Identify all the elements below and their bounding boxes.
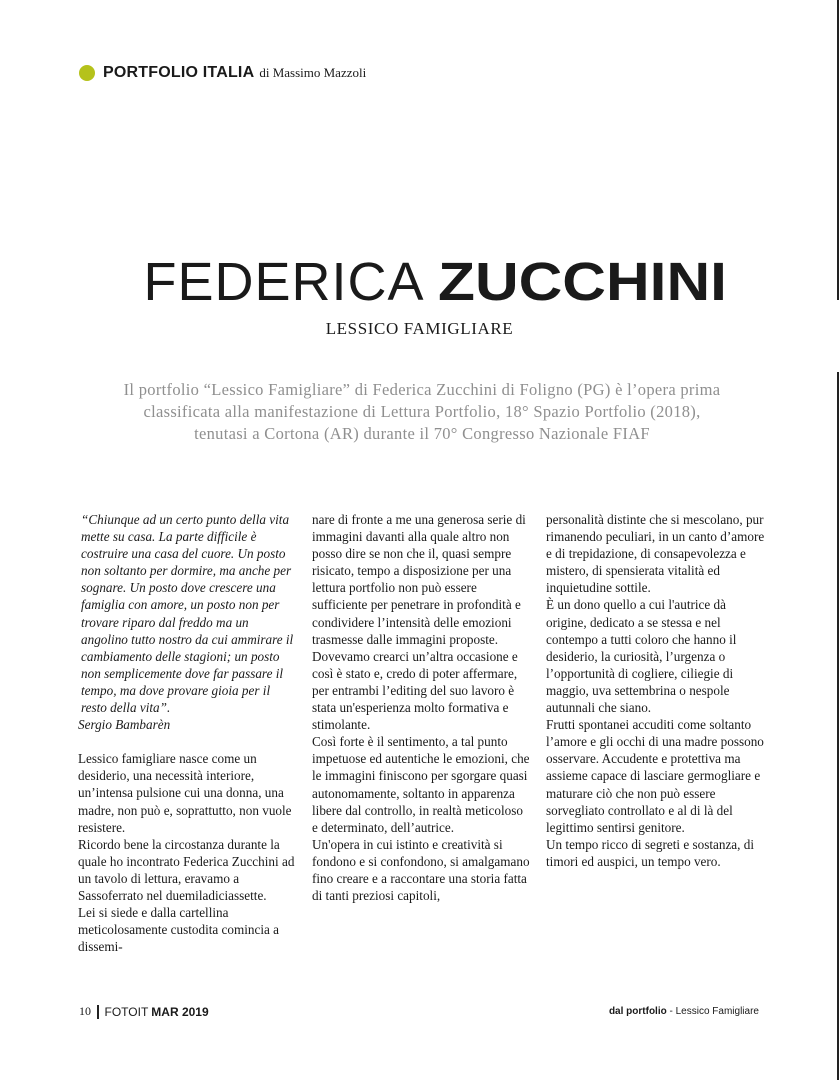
section-byline: di Massimo Mazzoli xyxy=(259,65,367,80)
body-paragraph: È un dono quello a cui l'autrice dà origine, dedicato a se stessa e nel contempo a tutti coloro che hanno il desiderio, la curiosità, l’urgenza o l’opportunità di cogliere, ciliegie di maggio, uva settembrina o nespole autunnali che siano. xyxy=(546,597,737,716)
epigraph-author: Sergio Bambarèn xyxy=(78,717,171,733)
body-paragraph: personalità distinte che si mescolano, pur rimanendo peculiari, in un canto d’amore e di trepidazione, di consapevolezza e mistero, di spensierata vitalità ed inquietudine sottile. xyxy=(546,512,765,596)
intro-paragraph xyxy=(72,379,772,445)
footer-divider xyxy=(97,1005,99,1019)
running-head-section: dal portfolio xyxy=(608,1006,667,1017)
intro-line: tenutasi a Cortona (AR) durante il 70° Congresso Nazionale FIAF xyxy=(194,424,650,443)
body-paragraph: Ricordo bene la circostanza durante la quale ho incontrato Federica Zucchini ad un tavolo di lettura, eravamo a Sassoferrato nel duemiladiciassette. xyxy=(78,836,295,903)
article-title xyxy=(0,250,839,314)
body-paragraph: nare di fronte a me una generosa serie di immagini davanti alla quale altro non posso dire se non che il, quasi sempre risicato, tempo a disposizione per una lettura portfolio non può essere sufficiente per penetrare in profondità e condividere l’intensità delle emozioni trasmesse dalle immagini proposte. xyxy=(312,512,526,647)
article-subtitle: LESSICO FAMIGLIARE xyxy=(325,319,514,338)
page-number: 10 xyxy=(79,1004,91,1018)
text-column-3 xyxy=(546,511,766,870)
body-paragraph: Così forte è il sentimento, a tal punto impetuose ed autentiche le emozioni, che le immagini finiscono per sgorgare quasi autonomamente, soltanto in apparenza libere dal controllo, in realtà meticoloso e determinato, dell’autrice. xyxy=(312,734,530,835)
body-paragraph: Frutti spontanei accuditi come soltanto l’amore e gli occhi di una madre possono osservare. Accudente e protettiva ma assieme capace di lasciare germogliare e maturare ciò che non può essere sorvegliato controllato e al di là del legittimo sentirsi genitore. xyxy=(546,717,764,835)
magazine-name: FOTOIT xyxy=(104,1004,149,1019)
text-column-1 xyxy=(78,511,298,955)
body-paragraph: Un tempo ricco di segreti e sostanza, di timori ed auspici, un tempo vero. xyxy=(546,836,755,869)
footer-running-head xyxy=(609,1006,759,1017)
issue-date: MAR 2019 xyxy=(151,1004,209,1019)
footer-folio xyxy=(79,1004,209,1019)
epigraph-quote: “Chiunque ad un certo punto della vita mette su casa. La parte difficile è costruire una casa del cuore. Un posto non soltanto per dormire, ma anche per sognare. Un posto dove crescere una famiglia con amore, un posto non per trovare riparo dal freddo ma un angolino tutto nostro da cui ammirare il cambiamento delle stagioni; un posto non semplicemente dove far passare il tempo, ma dove provare gioia per il resto della vita”. xyxy=(81,512,294,716)
body-paragraph: Lei si siede e dalla cartellina meticolosamente custodita comincia a dissemi- xyxy=(78,905,280,955)
body-paragraph: Un'opera in cui istinto e creatività si fondono e si confondono, si amalgamano fino creare e a raccontare una storia fatta di tanti preziosi capitoli, xyxy=(312,836,530,904)
section-header xyxy=(79,64,366,82)
title-first-name: FEDERICA xyxy=(143,252,422,312)
section-title: PORTFOLIO ITALIA xyxy=(103,64,255,81)
section-dot-icon xyxy=(79,65,95,81)
text-column-2 xyxy=(312,511,532,904)
running-head-title: - Lessico Famigliare xyxy=(666,1006,759,1017)
body-paragraph: Dovevamo crearci un’altra occasione e così è stato e, credo di poter affermare, per entrambi l’editing del suo lavoro è stata un'esperienza molto formativa e stimolante. xyxy=(312,648,518,733)
intro-line: Il portfolio “Lessico Famigliare” di Federica Zucchini di Foligno (PG) è l’opera prima xyxy=(123,380,721,399)
intro-line: classificata alla manifestazione di Lettura Portfolio, 18° Spazio Portfolio (2018), xyxy=(143,402,701,421)
title-last-name: ZUCCHINI xyxy=(437,252,727,312)
body-paragraph: Lessico famigliare nasce come un desiderio, una necessità interiore, un’intensa pulsione cui una donna, una madre, non può e, soprattutto, non vuole resistere. xyxy=(78,751,292,835)
